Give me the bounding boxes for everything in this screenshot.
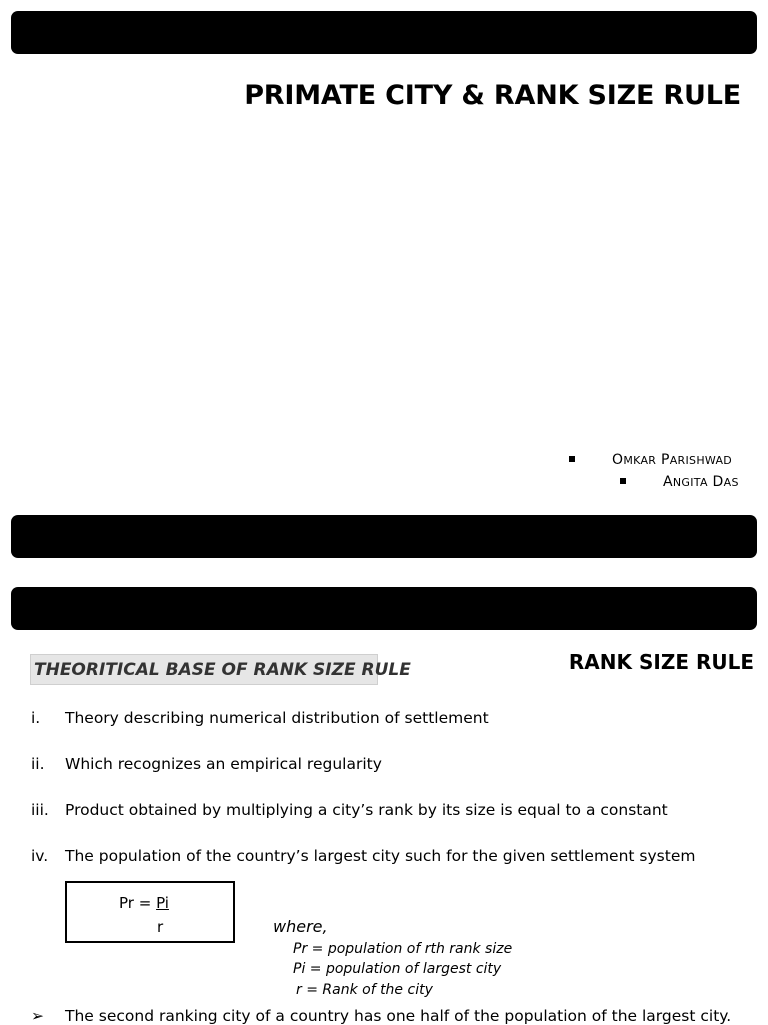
list-item: iv. The population of the country’s largest city such for the given settlement system <box>31 847 696 865</box>
formula-numerator: Pr = Pi <box>119 894 169 912</box>
slide-footer-bar <box>11 515 757 558</box>
list-item: ➢ The second ranking city of a country has one half of the population of the largest city. <box>31 1007 732 1025</box>
square-bullet-icon <box>569 456 575 462</box>
square-bullet-icon <box>620 478 626 484</box>
list-item: ii. Which recognizes an empirical regularity <box>31 755 382 773</box>
arrow-bullet-icon: ➢ <box>31 1007 44 1025</box>
definition-item: r = Rank of the city <box>296 982 433 998</box>
formula-denominator: r <box>157 918 164 936</box>
slide-title: RANK SIZE RULE <box>568 650 754 674</box>
list-item: i. Theory describing numerical distribution of settlement <box>31 709 489 727</box>
slide-title: PRIMATE CITY & RANK SIZE RULE <box>244 80 741 111</box>
author-name: ANGITA DAS <box>663 474 739 490</box>
definition-item: Pi = population of largest city <box>293 961 502 977</box>
list-item: iii. Product obtained by multiplying a city’s rank by its size is equal to a constant <box>31 801 668 819</box>
definition-item: Pr = population of rth rank size <box>293 941 513 957</box>
slide-header-bar <box>11 11 757 54</box>
where-label: where, <box>273 917 328 936</box>
slide-header-bar <box>11 587 757 630</box>
author-name: OMKAR PARISHWAD <box>612 452 733 468</box>
section-heading: THEORITICAL BASE OF RANK SIZE RULE <box>30 654 378 685</box>
formula-box <box>65 881 235 943</box>
